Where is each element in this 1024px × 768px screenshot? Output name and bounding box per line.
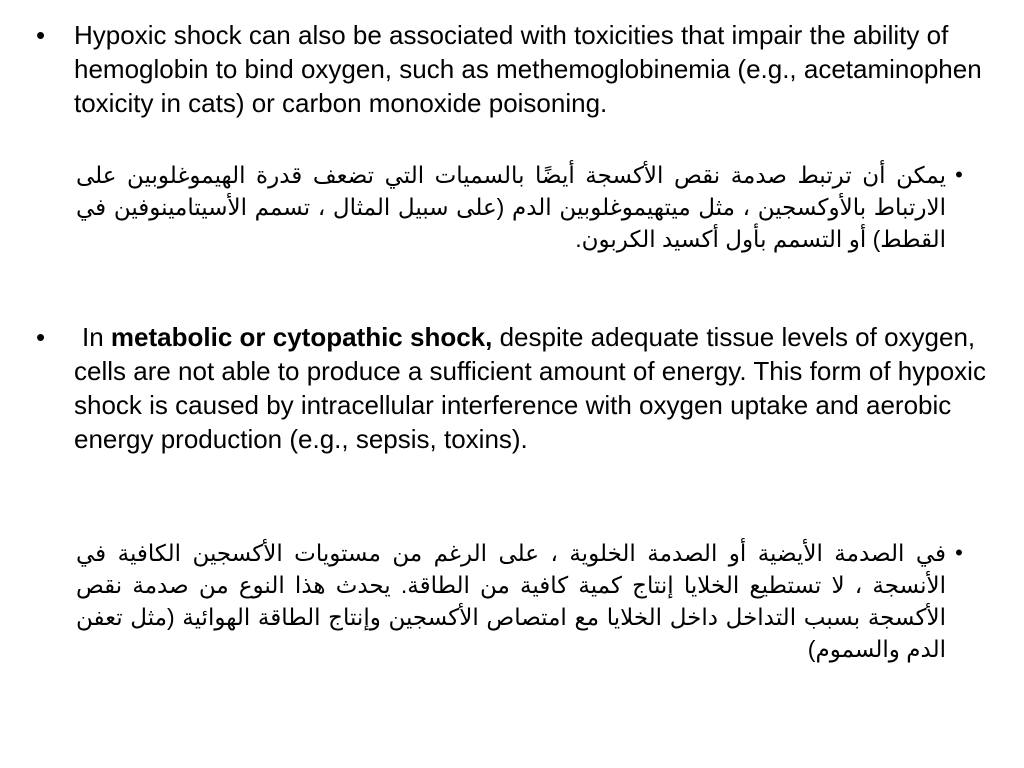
bullet-bold-term: metabolic or cytopathic shock, xyxy=(110,322,493,352)
bullet-dot: • xyxy=(955,162,963,187)
bullet-hypoxic-shock-ar xyxy=(76,159,972,255)
bullet-prefix: In xyxy=(82,322,104,352)
bullet-text: Hypoxic shock can also be associated with toxicities that impair the ability of hemoglobin to bind oxygen, such as methemoglobinemia (e.g., acetaminophen toxicity in cats) or carbon monoxide poisoning. xyxy=(74,20,982,118)
bullet-metabolic-shock-en xyxy=(36,320,996,456)
bullet-rest: despite adequate tissue levels of oxygen, cells are not able to produce a sufficient amount of energy. This form of hypoxic shock is caused by intracellular interference with oxygen uptake and aerobic energy production (e.g., sepsis, toxins). xyxy=(74,322,986,454)
bullet-hypoxic-shock-en xyxy=(36,18,996,120)
bullet-dot: • xyxy=(955,540,963,565)
bullet-text: في الصدمة الأيضية أو الصدمة الخلوية ، على الرغم من مستويات الأكسجين الكافية في الأنسجة ، لا تستطيع الخلايا إنتاج كمية كافية من الطاقة. يحدث هذا النوع من صدمة نقص الأكسجة بسبب التداخل داخل الخلايا مع امتصاص الأكسجين وإنتاج الطاقة الهوائية (مثل تعفن الدم والسموم) xyxy=(76,540,946,662)
bullet-text xyxy=(74,320,996,456)
bullet-dot: • xyxy=(36,20,46,50)
bullet-dot: • xyxy=(36,322,46,352)
bullet-text: يمكن أن ترتبط صدمة نقص الأكسجة أيضًا بالسميات التي تضعف قدرة الهيموغلوبين على الارتباط بالأوكسجين ، مثل ميتهيموغلوبين الدم (على سبيل المثال ، تسمم الأسيتامينوفين في القطط) أو التسمم بأول أكسيد الكربون. xyxy=(76,162,946,252)
bullet-metabolic-shock-ar xyxy=(76,537,972,665)
